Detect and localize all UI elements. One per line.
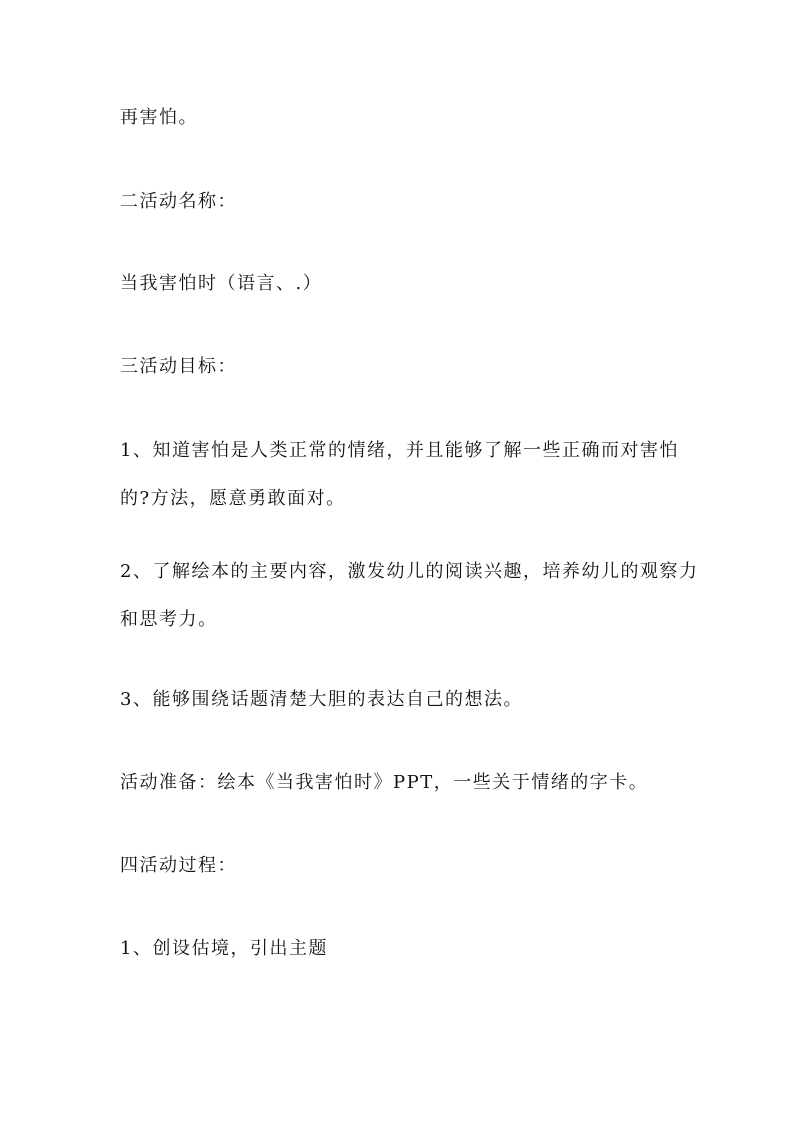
section-heading-activity-goals: 三活动目标： [120,356,237,377]
goal-item-1: 1、知道害怕是人类正常的情绪，并且能够了解一些正确而对害怕的?方法，愿意勇敢面对。 [120,440,679,509]
activity-name: 当我害怕时（语言、.） [120,273,323,294]
goal-item-3: 3、能够围绕话题清楚大胆的表达自己的想法。 [120,689,523,710]
activity-preparation: 活动准备：绘本《当我害怕时》PPT，一些关于情绪的字卡。 [120,772,649,793]
section-heading-activity-process: 四活动过程： [120,855,237,876]
section-heading-activity-name: 二活动名称： [120,191,237,212]
process-step-1: 1、创设估境，引出主题 [120,938,328,959]
text-line: 再害怕。 [120,107,198,128]
goal-item-2: 2、了解绘本的主要内容，激发幼儿的阅读兴趣，培养幼儿的观察力和思考力。 [120,561,699,630]
